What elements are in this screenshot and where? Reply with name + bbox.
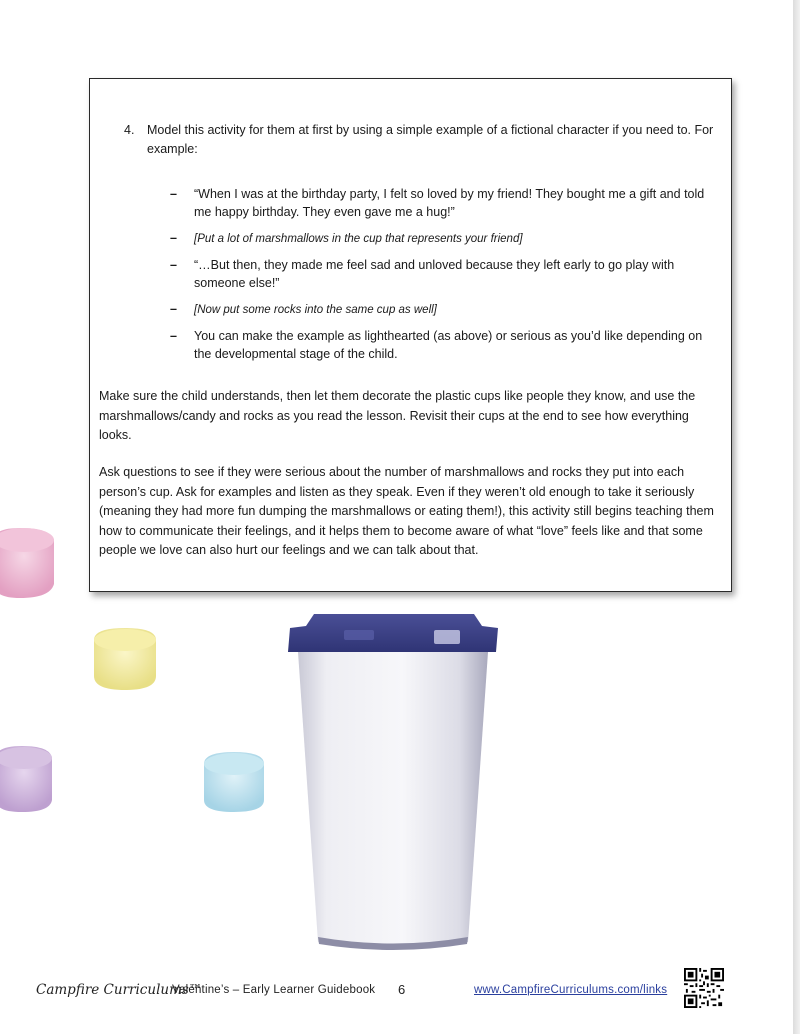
dash-bullet-icon: – <box>170 231 177 245</box>
instruction-paragraph: Make sure the child understands, then let them decorate the plastic cups like people they know, and use the marshmallows/candy and rocks as you read the lesson. Revisit their cups at the end to see how everything looks. <box>99 389 696 442</box>
example-text: [Put a lot of marshmallows in the cup that represents your friend] <box>194 233 523 245</box>
example-item <box>170 327 720 363</box>
dash-bullet-icon: – <box>170 187 177 201</box>
page-number: 6 <box>398 982 406 997</box>
yellow-marshmallow-icon <box>90 624 160 694</box>
pink-marshmallow-icon <box>0 522 60 602</box>
guidebook-title: Valentine’s – Early Learner Guidebook <box>172 984 376 996</box>
dash-bullet-icon: – <box>170 329 177 343</box>
purple-marshmallow-icon <box>0 742 56 816</box>
example-text: “When I was at the birthday party, I felt so loved by my friend! They bought me a gift and told me happy birthday. They even gave me a hug!” <box>194 187 705 219</box>
discussion-paragraph: Ask questions to see if they were serious about the number of marshmallows and rocks they put into each person’s cup. Ask for examples and listen as they speak. Even if they weren’t old enough to take it seriously (meaning they had more fun dumping the marshmallows or eating them!), this activity still begins teaching them how to communicate their feelings, and it helps them to become aware of what “love” feels like and that some people we love can also hurt our feelings and we can talk about that. <box>99 465 714 557</box>
example-item <box>170 185 720 221</box>
example-item <box>170 300 720 319</box>
example-text: “…But then, they made me feel sad and unloved because they left early to go play with someone else!” <box>194 258 675 290</box>
plastic-cup-icon <box>284 612 502 952</box>
lesson-box <box>89 78 732 592</box>
page-footer <box>0 968 800 1018</box>
brand-logo: Campfire Curriculums™ <box>36 982 203 998</box>
example-list <box>170 185 720 371</box>
dash-bullet-icon: – <box>170 302 177 316</box>
dash-bullet-icon: – <box>170 258 177 272</box>
example-item <box>170 256 720 292</box>
qr-code-icon[interactable] <box>684 968 724 1008</box>
example-text: You can make the example as lighthearted (as above) or serious as you’d like depending on the developmental stage of the child. <box>194 329 703 361</box>
example-item <box>170 229 720 248</box>
numbered-step <box>124 121 714 159</box>
step-number: 4. <box>124 123 135 137</box>
curriculum-link[interactable]: www.CampfireCurriculums.com/links <box>474 984 668 996</box>
step-text: Model this activity for them at first by using a simple example of a fictional character if you need to. For example: <box>147 123 714 156</box>
example-text: [Now put some rocks into the same cup as well] <box>194 304 437 316</box>
page-edge-shadow <box>793 0 800 1034</box>
blue-marshmallow-icon <box>200 748 268 816</box>
